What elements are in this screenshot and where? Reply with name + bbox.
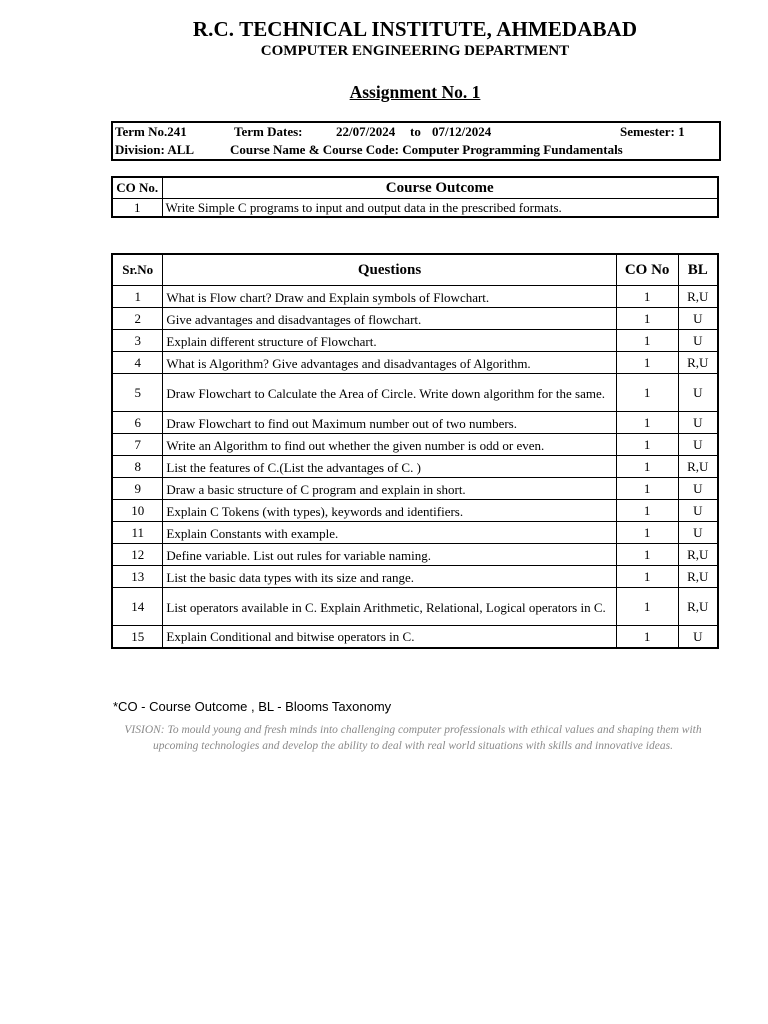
sr-no-cell: 13 bbox=[112, 566, 163, 588]
bl-cell: U bbox=[678, 308, 718, 330]
vision-label: VISION: bbox=[124, 724, 165, 736]
co-no-cell: 1 bbox=[616, 412, 678, 434]
question-cell: Explain Constants with example. bbox=[163, 522, 616, 544]
bl-cell: R,U bbox=[678, 286, 718, 308]
division: Division: ALL bbox=[115, 142, 195, 157]
sr-no-cell: 9 bbox=[112, 478, 163, 500]
co-no-cell: 1 bbox=[616, 500, 678, 522]
co-no-cell: 1 bbox=[112, 199, 162, 218]
co-no-cell: 1 bbox=[616, 330, 678, 352]
sr-no-cell: 8 bbox=[112, 456, 163, 478]
question-cell: List the basic data types with its size and range. bbox=[163, 566, 616, 588]
bl-cell: U bbox=[678, 374, 718, 412]
course-outcome-header: Course Outcome bbox=[162, 177, 718, 199]
co-no-header: CO No bbox=[616, 254, 678, 286]
bl-cell: U bbox=[678, 412, 718, 434]
sr-no-cell: 14 bbox=[112, 588, 163, 626]
term-info-box bbox=[111, 121, 721, 161]
bl-cell: U bbox=[678, 434, 718, 456]
question-cell: Explain different structure of Flowchart. bbox=[163, 330, 616, 352]
co-table-header bbox=[112, 177, 718, 199]
table-row bbox=[112, 286, 718, 308]
co-no-header: CO No. bbox=[112, 177, 162, 199]
co-no-cell: 1 bbox=[616, 286, 678, 308]
bl-cell: R,U bbox=[678, 566, 718, 588]
co-no-cell: 1 bbox=[616, 566, 678, 588]
sr-no-cell: 4 bbox=[112, 352, 163, 374]
sr-no-cell: 3 bbox=[112, 330, 163, 352]
co-no-cell: 1 bbox=[616, 456, 678, 478]
bl-cell: U bbox=[678, 478, 718, 500]
table-row bbox=[112, 199, 718, 218]
question-cell: List operators available in C. Explain Arithmetic, Relational, Logical operators in C. bbox=[163, 588, 616, 626]
bl-cell: R,U bbox=[678, 352, 718, 374]
co-no-cell: 1 bbox=[616, 308, 678, 330]
question-cell: List the features of C.(List the advantages of C. ) bbox=[163, 456, 616, 478]
questions-table bbox=[111, 253, 719, 649]
table-row bbox=[112, 374, 718, 412]
questions-table-header bbox=[112, 254, 718, 286]
bl-cell: R,U bbox=[678, 588, 718, 626]
question-cell: Write an Algorithm to find out whether the given number is odd or even. bbox=[163, 434, 616, 456]
bl-cell: U bbox=[678, 500, 718, 522]
table-row bbox=[112, 352, 718, 374]
question-cell: Explain Conditional and bitwise operators in C. bbox=[163, 626, 616, 648]
question-cell: Draw Flowchart to Calculate the Area of Circle. Write down algorithm for the same. bbox=[163, 374, 616, 412]
term-number: Term No.241 bbox=[115, 124, 187, 139]
institute-title: R.C. TECHNICAL INSTITUTE, AHMEDABAD bbox=[192, 17, 638, 41]
table-row bbox=[112, 566, 718, 588]
table-row bbox=[112, 330, 718, 352]
sr-no-cell: 12 bbox=[112, 544, 163, 566]
question-cell: What is Flow chart? Draw and Explain symbols of Flowchart. bbox=[163, 286, 616, 308]
bl-cell: U bbox=[678, 522, 718, 544]
co-no-cell: 1 bbox=[616, 544, 678, 566]
table-row bbox=[112, 588, 718, 626]
table-row bbox=[112, 522, 718, 544]
co-no-cell: 1 bbox=[616, 434, 678, 456]
assignment-title: Assignment No. 1 bbox=[349, 82, 481, 102]
sr-no-header: Sr.No bbox=[112, 254, 163, 286]
sr-no-cell: 11 bbox=[112, 522, 163, 544]
question-cell: Define variable. List out rules for variable naming. bbox=[163, 544, 616, 566]
term-dates-to: to bbox=[410, 124, 421, 139]
questions-table-body bbox=[112, 286, 718, 648]
bl-cell: U bbox=[678, 330, 718, 352]
sr-no-cell: 15 bbox=[112, 626, 163, 648]
bl-cell: R,U bbox=[678, 544, 718, 566]
table-row bbox=[112, 544, 718, 566]
co-no-cell: 1 bbox=[616, 478, 678, 500]
co-no-cell: 1 bbox=[616, 626, 678, 648]
footnote: *CO - Course Outcome , BL - Blooms Taxonomy bbox=[113, 699, 392, 714]
table-row bbox=[112, 478, 718, 500]
co-no-cell: 1 bbox=[616, 588, 678, 626]
co-outcome-cell: Write Simple C programs to input and output data in the prescribed formats. bbox=[162, 199, 718, 218]
department-title: COMPUTER ENGINEERING DEPARTMENT bbox=[260, 43, 570, 59]
term-end-date: 07/12/2024 bbox=[432, 124, 492, 139]
sr-no-cell: 5 bbox=[112, 374, 163, 412]
sr-no-cell: 7 bbox=[112, 434, 163, 456]
vision-text: To mould young and fresh minds into challenging computer professionals with ethical values and shaping them with upcoming technologies and develop the ability to deal with real world situations with skills and innovative ideas. bbox=[153, 724, 702, 752]
sr-no-cell: 2 bbox=[112, 308, 163, 330]
questions-header: Questions bbox=[163, 254, 616, 286]
sr-no-cell: 6 bbox=[112, 412, 163, 434]
question-cell: Draw Flowchart to find out Maximum number out of two numbers. bbox=[163, 412, 616, 434]
question-cell: Give advantages and disadvantages of flowchart. bbox=[163, 308, 616, 330]
co-no-cell: 1 bbox=[616, 352, 678, 374]
table-row bbox=[112, 308, 718, 330]
term-dates-label: Term Dates: bbox=[234, 124, 303, 139]
course-name: Course Name & Course Code: Computer Programming Fundamentals bbox=[230, 142, 623, 157]
bl-cell: R,U bbox=[678, 456, 718, 478]
term-start-date: 22/07/2024 bbox=[336, 124, 396, 139]
question-cell: Draw a basic structure of C program and explain in short. bbox=[163, 478, 616, 500]
sr-no-cell: 1 bbox=[112, 286, 163, 308]
question-cell: Explain C Tokens (with types), keywords and identifiers. bbox=[163, 500, 616, 522]
sr-no-cell: 10 bbox=[112, 500, 163, 522]
bl-header: BL bbox=[678, 254, 718, 286]
table-row bbox=[112, 456, 718, 478]
question-cell: What is Algorithm? Give advantages and disadvantages of Algorithm. bbox=[163, 352, 616, 374]
bl-cell: U bbox=[678, 626, 718, 648]
co-no-cell: 1 bbox=[616, 374, 678, 412]
table-row bbox=[112, 412, 718, 434]
co-no-cell: 1 bbox=[616, 522, 678, 544]
vision-statement bbox=[113, 722, 713, 754]
semester: Semester: 1 bbox=[620, 124, 685, 139]
table-row bbox=[112, 500, 718, 522]
course-outcome-table bbox=[111, 176, 719, 218]
table-row bbox=[112, 626, 718, 648]
table-row bbox=[112, 434, 718, 456]
